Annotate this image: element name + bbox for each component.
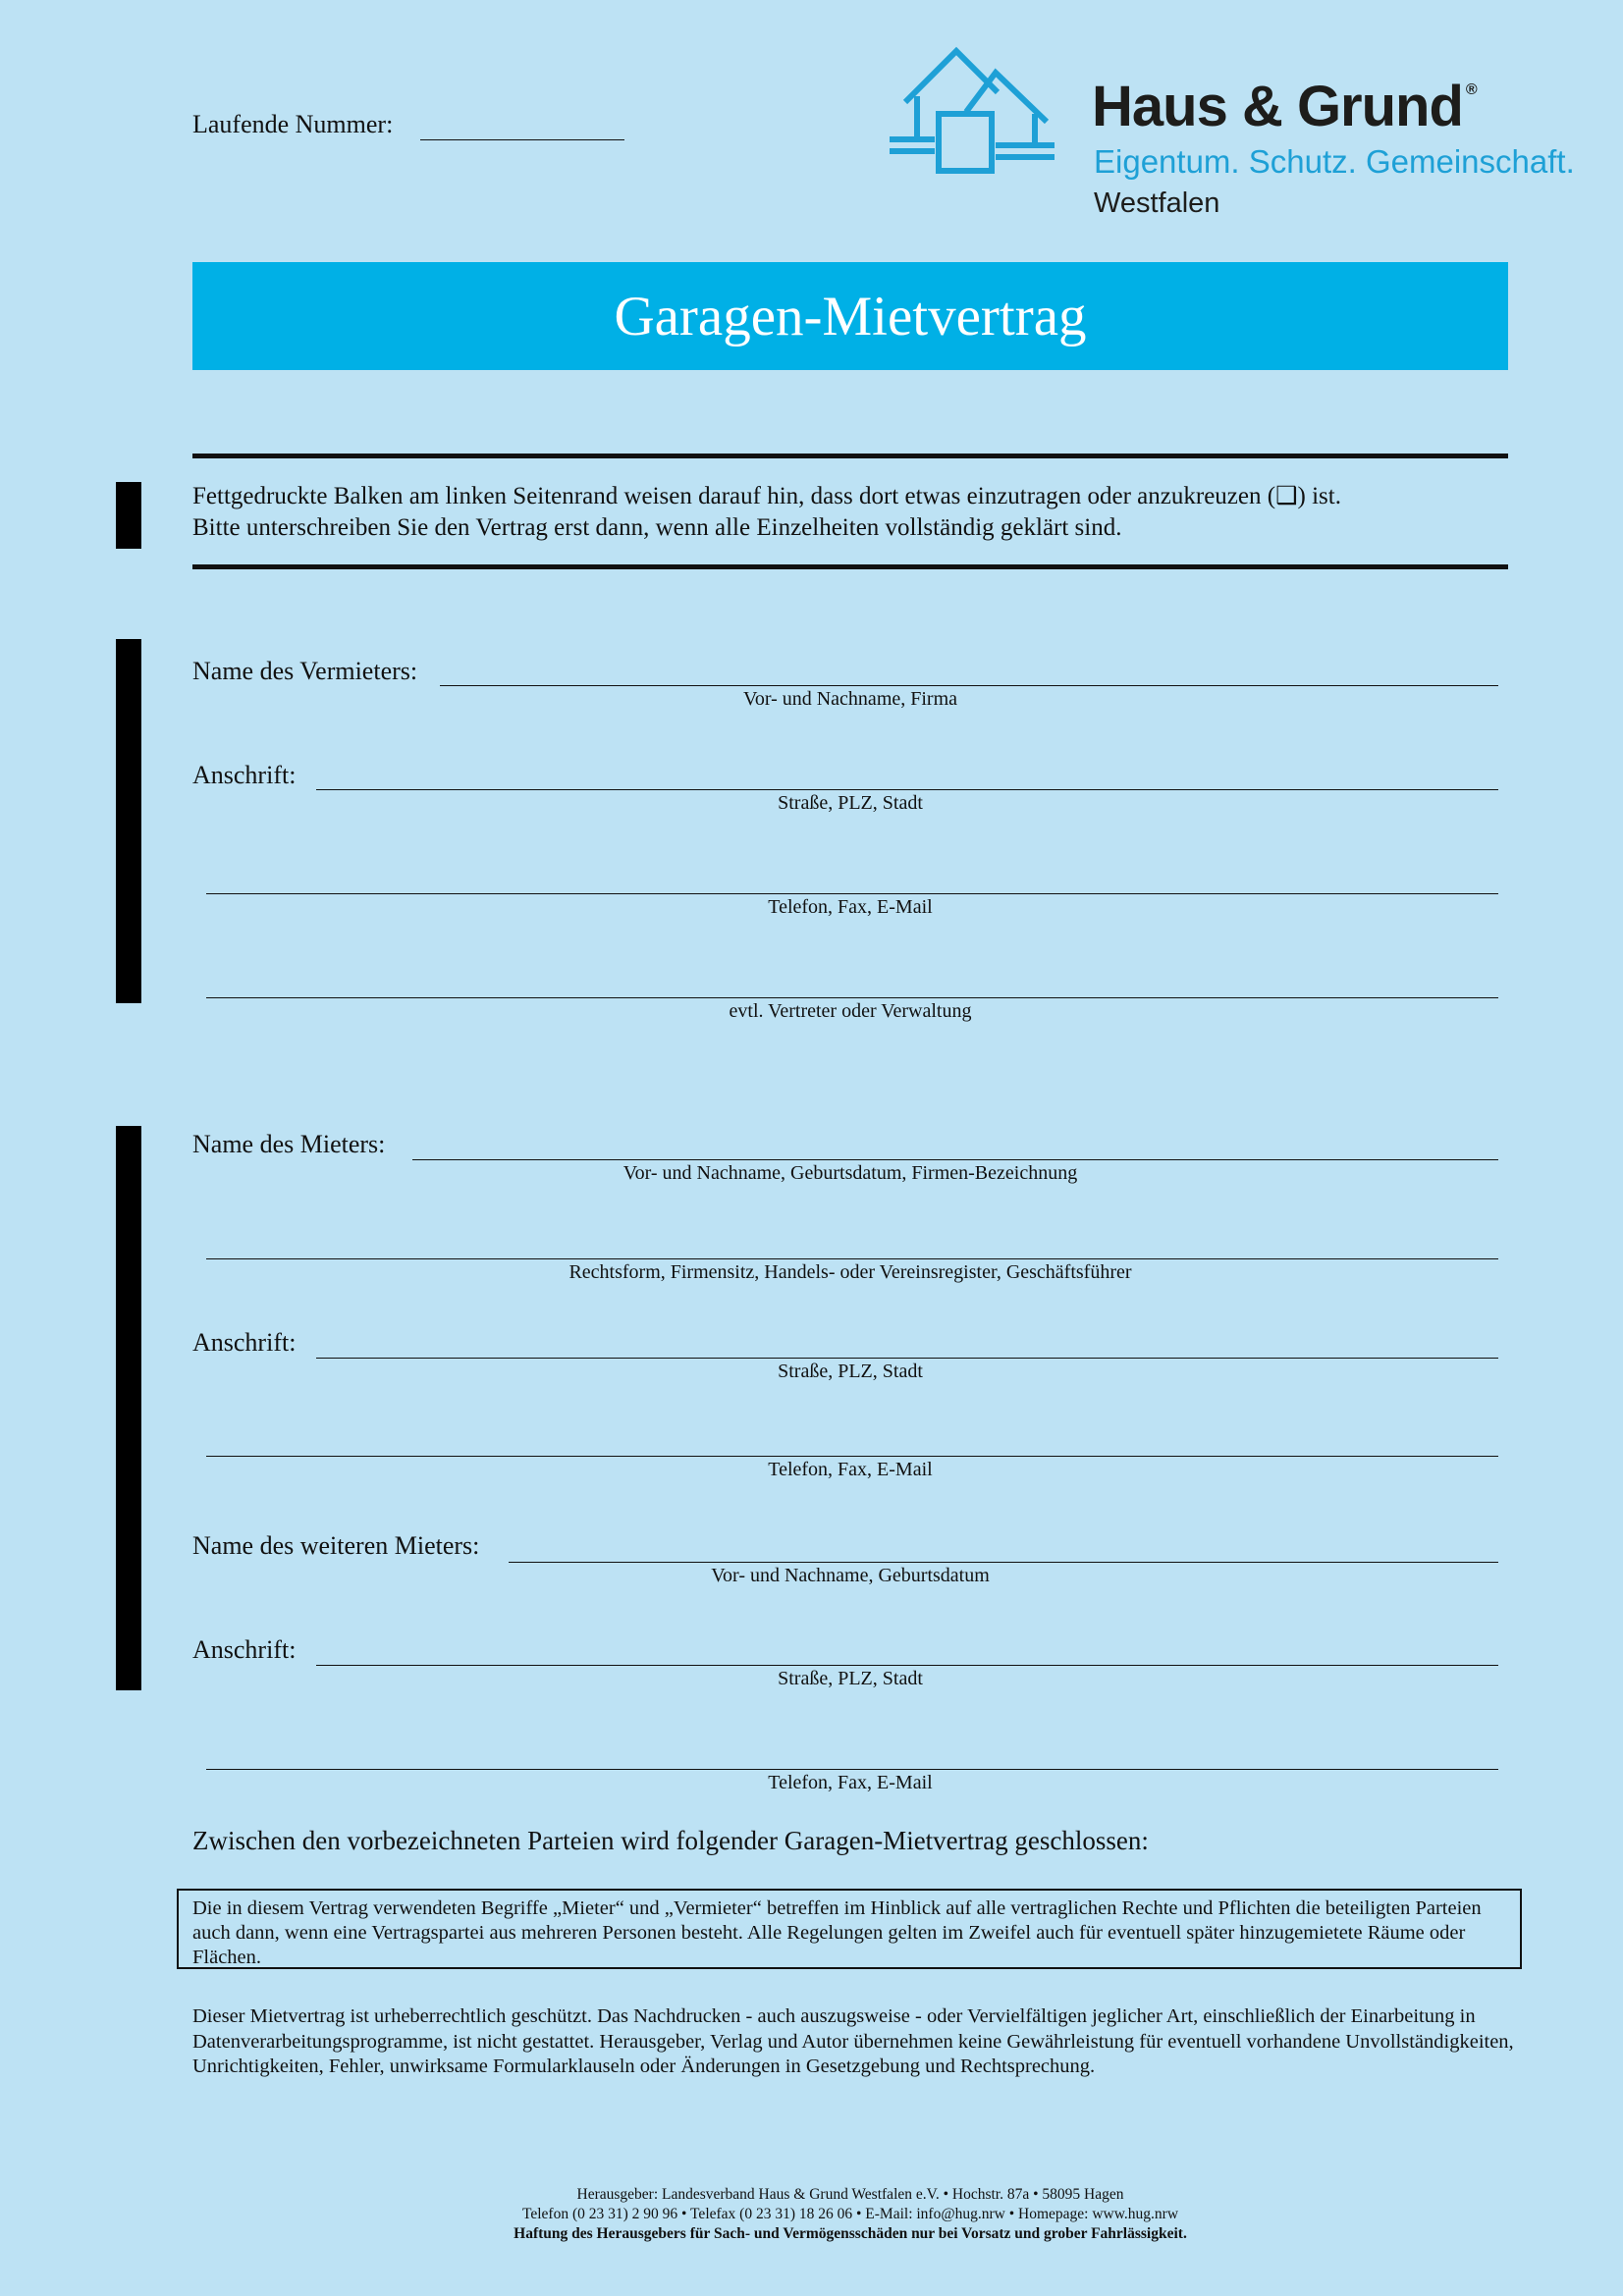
brand-region: Westfalen	[1094, 187, 1220, 219]
house-logo-icon	[888, 43, 1064, 181]
field-caption: Vor- und Nachname, Geburtsdatum, Firmen-Bezeichnung	[622, 1162, 1078, 1184]
tenant2-address-label: Anschrift:	[192, 1635, 297, 1664]
tenant2-name-field[interactable]	[509, 1562, 1498, 1563]
tenant-name-field[interactable]	[412, 1159, 1498, 1160]
checkbox-symbol-icon: ❑	[1275, 483, 1298, 509]
landlord-address-field[interactable]	[316, 789, 1498, 790]
contract-intro: Zwischen den vorbezeichneten Parteien wird folgender Garagen-Mietvertrag geschlossen:	[192, 1826, 1149, 1855]
instruction-text: Fettgedruckte Balken am linken Seitenrand weisen darauf hin, dass dort etwas einzutragen oder anzukreuzen (❑) ist. Bitte unterschreiben Sie den Vertrag erst dann, wenn alle Einzelheiten vollständig geklärt sind.	[192, 483, 1341, 541]
field-caption: Straße, PLZ, Stadt	[778, 1668, 923, 1689]
tenant2-contact-field[interactable]	[206, 1769, 1498, 1770]
fill-marker-bar	[116, 1126, 141, 1690]
field-caption: evtl. Vertreter oder Verwaltung	[729, 1000, 972, 1022]
field-caption: Straße, PLZ, Stadt	[778, 1361, 923, 1382]
field-caption: Straße, PLZ, Stadt	[778, 792, 923, 814]
running-number-field[interactable]	[420, 139, 624, 140]
divider-bottom	[192, 564, 1508, 569]
tenant-contact-field[interactable]	[206, 1456, 1498, 1457]
tenant2-name-label: Name des weiteren Mieters:	[192, 1531, 480, 1560]
tenant-address-field[interactable]	[316, 1358, 1498, 1359]
definitions-box: Die in diesem Vertrag verwendeten Begriffe „Mieter“ und „Vermieter“ betreffen im Hinblick auf alle vertraglichen Rechte und Pflichten die beteiligten Parteien auch dann, wenn eine Vertragspartei aus mehreren Personen besteht. Alle Regelungen gelten im Zweifel auch für eventuell später hinzugemietete Räume oder Flächen.	[177, 1889, 1522, 1969]
footer	[192, 2185, 1508, 2244]
footer-liability: Haftung des Herausgebers für Sach- und Vermögensschäden nur bei Vorsatz und grober Fahrlässigkeit.	[514, 2225, 1187, 2242]
field-caption: Telefon, Fax, E-Mail	[768, 1459, 933, 1480]
running-number-label: Laufende Nummer:	[192, 110, 394, 138]
copyright-notice: Dieser Mietvertrag ist urheberrechtlich geschützt. Das Nachdrucken - auch auszugsweise - oder Vervielfältigen jeglicher Art, einschließlich der Einarbeitung in Datenverarbeitungsprogramme, ist nicht gestattet. Herausgeber, Verlag und Autor übernehmen keine Gewährleistung für eventuell vorhandene Unvollständigkeiten, Unrichtigkeiten, Fehler, unwirksame Formularklauseln oder Änderungen in Gesetzgebung und Rechtsprechung.	[192, 2005, 1514, 2077]
field-caption: Vor- und Nachname, Firma	[742, 688, 958, 710]
fill-marker-bar	[116, 482, 141, 549]
field-caption: Telefon, Fax, E-Mail	[768, 1772, 933, 1793]
tenant-address-label: Anschrift:	[192, 1328, 297, 1357]
landlord-address-label: Anschrift:	[192, 761, 297, 789]
page-title: Garagen-Mietvertrag	[614, 285, 1087, 347]
brand-name: Haus & Grund ®	[1092, 75, 1477, 138]
field-caption: Vor- und Nachname, Geburtsdatum	[711, 1565, 990, 1586]
landlord-name-label: Name des Vermieters:	[192, 657, 418, 685]
landlord-agent-field[interactable]	[206, 997, 1498, 998]
landlord-contact-field[interactable]	[206, 893, 1498, 894]
field-caption: Telefon, Fax, E-Mail	[768, 896, 933, 918]
field-caption: Rechtsform, Firmensitz, Handels- oder Vereinsregister, Geschäftsführer	[568, 1261, 1132, 1283]
title-band	[192, 262, 1508, 370]
brand-slogan: Eigentum. Schutz. Gemeinschaft.	[1094, 143, 1575, 180]
fill-marker-bar	[116, 639, 141, 1003]
registered-mark: ®	[1465, 81, 1477, 98]
landlord-name-field[interactable]	[440, 685, 1498, 686]
tenant-company-field[interactable]	[206, 1258, 1498, 1259]
tenant2-address-field[interactable]	[316, 1665, 1498, 1666]
divider-top	[192, 454, 1508, 458]
footer-contact: Telefon (0 23 31) 2 90 96 • Telefax (0 23 31) 18 26 06 • E-Mail: info@hug.nrw • Homepage: www.hug.nrw	[521, 2206, 1179, 2222]
tenant-name-label: Name des Mieters:	[192, 1130, 386, 1158]
footer-publisher: Herausgeber: Landesverband Haus & Grund Westfalen e.V. • Hochstr. 87a • 58095 Hagen	[576, 2186, 1124, 2203]
